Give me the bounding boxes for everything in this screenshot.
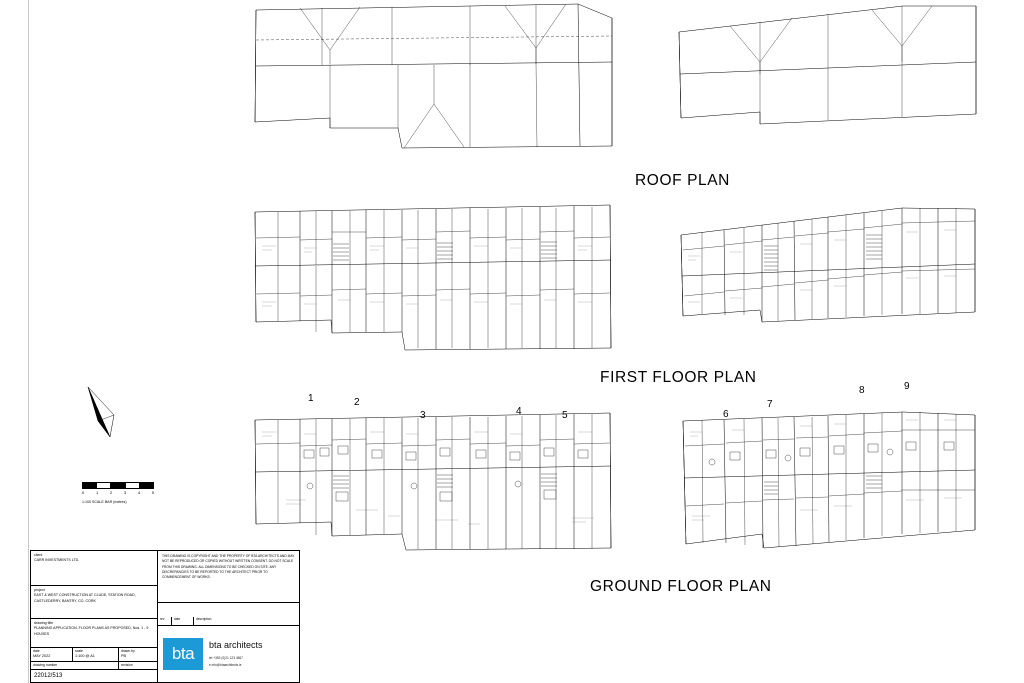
practice-contact-email: e info@btaarchitects.ie <box>209 662 242 667</box>
revision-cell <box>119 662 157 669</box>
revision-label: revision <box>121 662 133 667</box>
title-block-left-column <box>31 551 158 682</box>
ground-floor-plan-right <box>683 412 975 548</box>
scale-cell <box>73 648 119 661</box>
revision-col-rev: rev <box>158 617 172 625</box>
drawing-title-value: PLANNING APPLICATION, FLOOR PLANS AS PROPOSED, Nos. 1 - 9 HOUSES <box>34 626 149 636</box>
scale-tick-5: 5 <box>151 490 154 495</box>
client-label: client <box>34 553 43 557</box>
project-value: EAST & WEST CONSTRUCTION AT CLUDE, STATION ROAD, CASTLEDERRY, BANTRY, CO. CORK <box>34 593 136 603</box>
roof-plan-left <box>255 4 612 148</box>
scale-label: scale <box>75 649 83 653</box>
scale-bar-ticks <box>82 490 154 495</box>
unit-number-7: 7 <box>767 399 773 410</box>
date-cell <box>31 648 73 661</box>
scale-tick-1: 1 <box>95 490 99 495</box>
drawing-title-field <box>31 619 157 648</box>
drawing-number-label: drawing number <box>33 662 58 667</box>
scale-tick-3: 3 <box>123 490 127 495</box>
drawing-meta-row <box>31 648 157 662</box>
revision-col-date: date <box>172 617 194 625</box>
date-value: MAY 2022 <box>33 654 51 659</box>
unit-number-4: 4 <box>516 406 522 417</box>
roof-plan-title: ROOF PLAN <box>635 172 730 189</box>
revision-col-description: description <box>196 617 212 621</box>
scale-bar <box>82 482 154 504</box>
date-label: date <box>33 649 40 653</box>
drawing-number-cell <box>31 662 119 669</box>
scale-tick-4: 4 <box>137 490 141 495</box>
unit-number-3: 3 <box>420 410 426 421</box>
title-block <box>30 550 300 683</box>
first-floor-plan-left <box>255 205 611 350</box>
first-floor-plan-title: FIRST FLOOR PLAN <box>600 369 757 386</box>
project-label: project <box>34 588 45 592</box>
drawn-by-cell <box>119 648 157 661</box>
client-value: CARR INVESTMENTS LTD. <box>34 558 80 563</box>
unit-number-5: 5 <box>562 410 568 421</box>
scale-tick-0: 0 <box>82 490 85 495</box>
unit-number-8: 8 <box>859 385 865 396</box>
sheet-number-row <box>31 662 157 670</box>
practice-logo <box>158 626 299 682</box>
drawn-by-value: PB <box>121 654 127 659</box>
scale-bar-caption: 1:100 SCALE BAR (metres) <box>82 500 127 504</box>
scale-bar-segments <box>82 482 154 489</box>
practice-contact-tel: tel +353 (0)21 123 4567 <box>209 656 243 661</box>
roof-plan-right <box>679 6 976 124</box>
copyright-notes: THIS DRAWING IS COPYRIGHT AND THE PROPERTY OF BTA ARCHITECTS AND MAY NOT BE REPRODUCED OR COPIED WITHOUT WRITTEN CONSENT. DO NOT SCALE FROM THIS DRAWING. ALL DIMENSIONS TO BE CHECKED ON SITE. ANY DISCREPANCIES TO BE REPORTED TO THE ARCHITECT PRIOR TO COMMENCEMENT OF WORKS. <box>158 551 299 603</box>
north-arrow <box>84 385 124 443</box>
drawing-title-label: drawing title <box>34 621 54 625</box>
scale-value: 1:100 @ A1 <box>75 654 95 659</box>
client-field <box>31 551 157 586</box>
unit-number-6: 6 <box>723 409 729 420</box>
practice-details <box>209 640 263 667</box>
drawn-by-label: drawn by <box>121 649 135 653</box>
practice-name: bta architects <box>209 640 263 651</box>
unit-number-2: 2 <box>354 397 360 408</box>
unit-number-1: 1 <box>308 393 314 404</box>
unit-number-9: 9 <box>904 381 910 392</box>
project-field <box>31 586 157 619</box>
ground-floor-plan-left <box>255 413 611 550</box>
title-block-right-column <box>158 551 299 682</box>
drawing-number-value: 22012/513 <box>34 672 63 679</box>
scale-tick-2: 2 <box>109 490 113 495</box>
first-floor-plan-right <box>681 208 975 322</box>
bta-logo-mark: bta <box>163 638 203 670</box>
revision-table <box>158 603 299 626</box>
ground-floor-plan-title: GROUND FLOOR PLAN <box>590 578 772 595</box>
